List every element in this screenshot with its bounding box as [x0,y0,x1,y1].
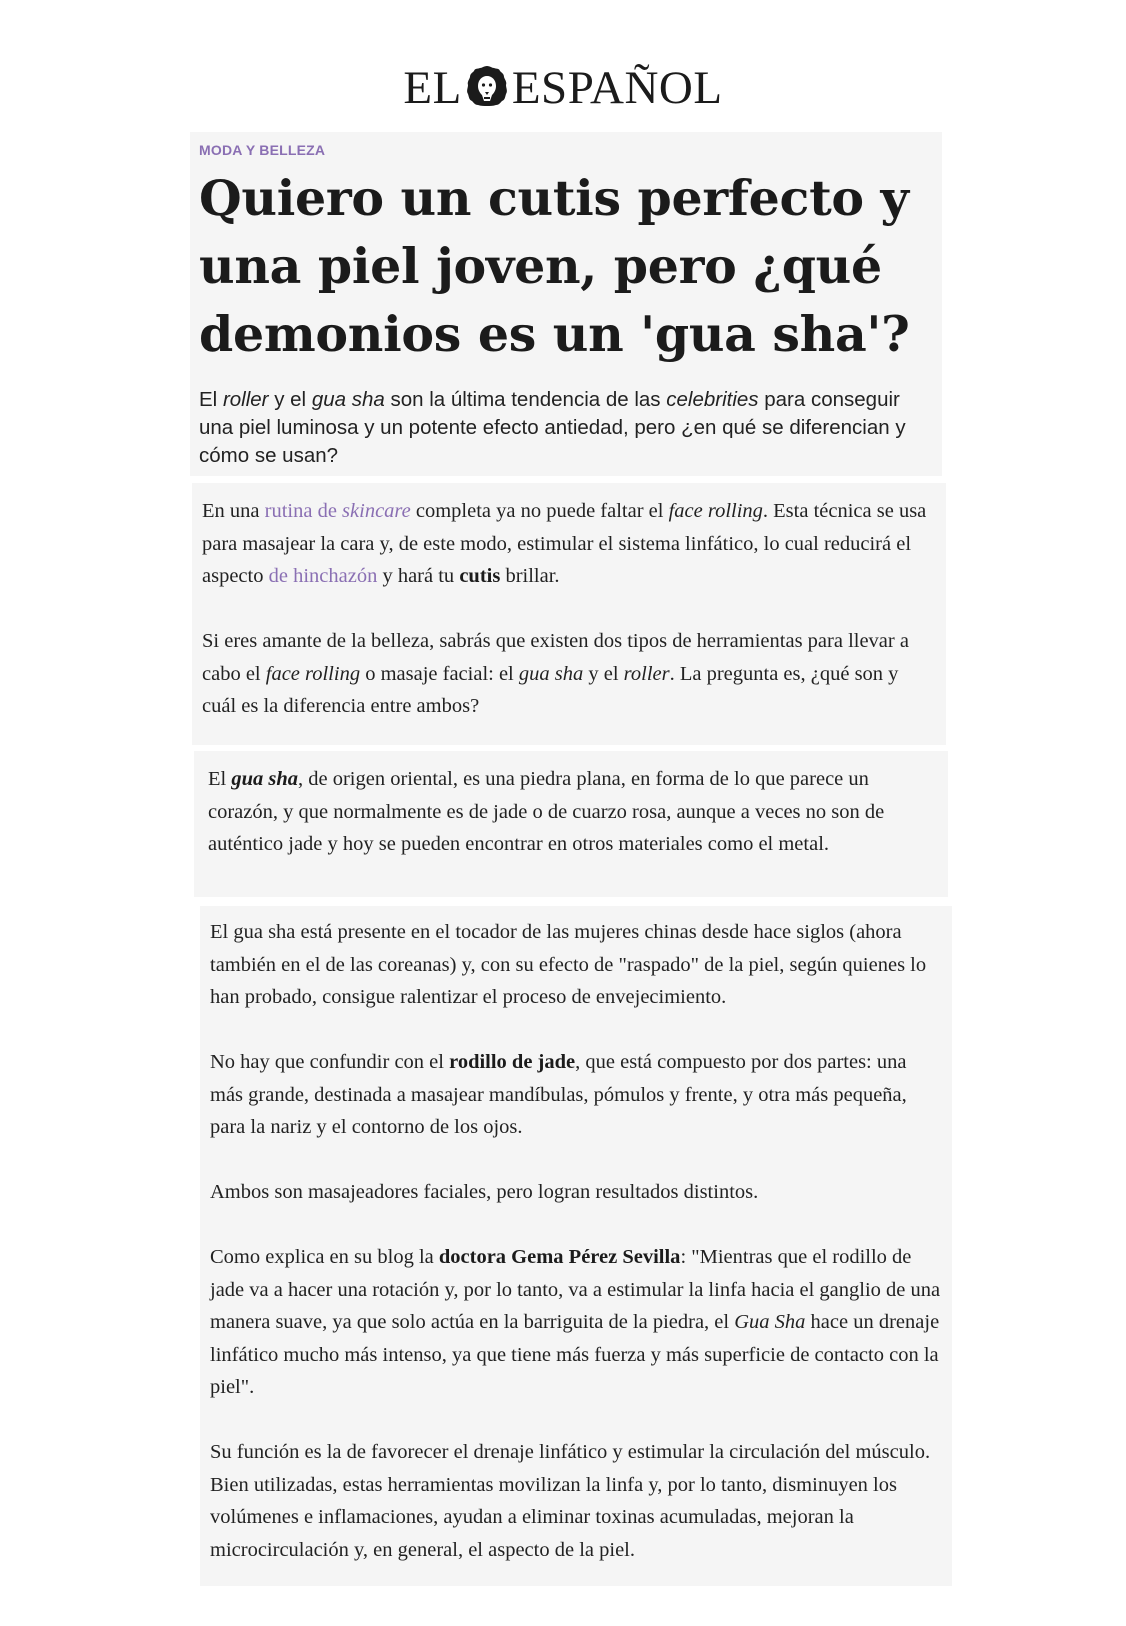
paragraph-rodillo-jade: No hay que confundir con el rodillo de jade, que está compuesto por dos partes: una más grande, destinada a masajear mandíbulas, pómulos y frente, y otra más pequeña, para la nariz y el contorno de los ojos. [210,1051,907,1138]
masthead-logo[interactable] [0,60,1126,116]
article-header [190,132,942,476]
paragraph-herramientas: Si eres amante de la belleza, sabrás que existen dos tipos de herramientas para llevar a cabo el face rolling o masaje facial: el gua sha y el roller. La pregunta es, ¿qué son y cuál es la diferencia entre ambos? [202,630,909,717]
masthead-el: EL [403,62,462,114]
paragraph-gua-sha-origen: El gua sha, de origen oriental, es una piedra plana, en forma de lo que parece un corazón, y que normalmente es de jade o de cuarzo rosa, aunque a veces no son de auténtico jade y hoy se pueden encontrar en otros materiales como el metal. [208,768,885,855]
section-label[interactable]: MODA Y BELLEZA [199,142,326,158]
link-hinchazon[interactable]: de hinchazón [268,565,378,587]
paragraph-skincare: En una rutina de skincare completa ya no puede faltar el face rolling. Esta técnica se usa para masajear la cara y, de este modo, estimular el sistema linfático, lo cual reducirá el aspecto de hinchazón y hará tu cutis brillar. [202,500,927,587]
paragraph-tocador: El gua sha está presente en el tocador de las mujeres chinas desde hace siglos (ahora también en el de las coreanas) y, con su efecto de "raspado" de la piel, según quienes lo han probado, consigue ralentizar el proceso de envejecimiento. [210,921,927,1008]
paragraph-funcion: Su función es la de favorecer el drenaje linfático y estimular la circulación del músculo. Bien utilizadas, estas herramientas movilizan la linfa y, por lo tanto, disminuyen los volúmenes e inflamaciones, ayudan a eliminar toxinas acumuladas, mejoran la microcirculación y, en general, el aspecto de la piel. [210,1441,931,1561]
article-body-block-2 [194,751,948,897]
paragraph-masajeadores: Ambos son masajeadores faciales, pero logran resultados distintos. [210,1181,759,1203]
lion-head-icon [464,63,510,109]
article-body-block-3 [200,906,952,1586]
article-headline: Quiero un cutis perfecto y una piel joven, pero ¿qué demonios es un 'gua sha'? [199,169,910,363]
paragraph-doctora: Como explica en su blog la doctora Gema Pérez Sevilla: "Mientras que el rodillo de jade va a hacer una rotación y, por lo tanto, va a estimular la linfa hacia el ganglio de una manera suave, ya que solo actúa en la barriguita de la piedra, el Gua Sha hace un drenaje linfático mucho más intenso, ya que tiene más fuerza y más superficie de contacto con la piel". [210,1246,941,1398]
masthead-espanol: ESPAÑOL [511,62,723,114]
article-subtitle: El roller y el gua sha son la última tendencia de las celebrities para conseguir una piel luminosa y un potente efecto antiedad, pero ¿en qué se diferencian y cómo se usan? [199,388,906,467]
link-rutina-skincare[interactable]: rutina de skincare [264,500,411,522]
article-body-block-1 [192,483,946,745]
